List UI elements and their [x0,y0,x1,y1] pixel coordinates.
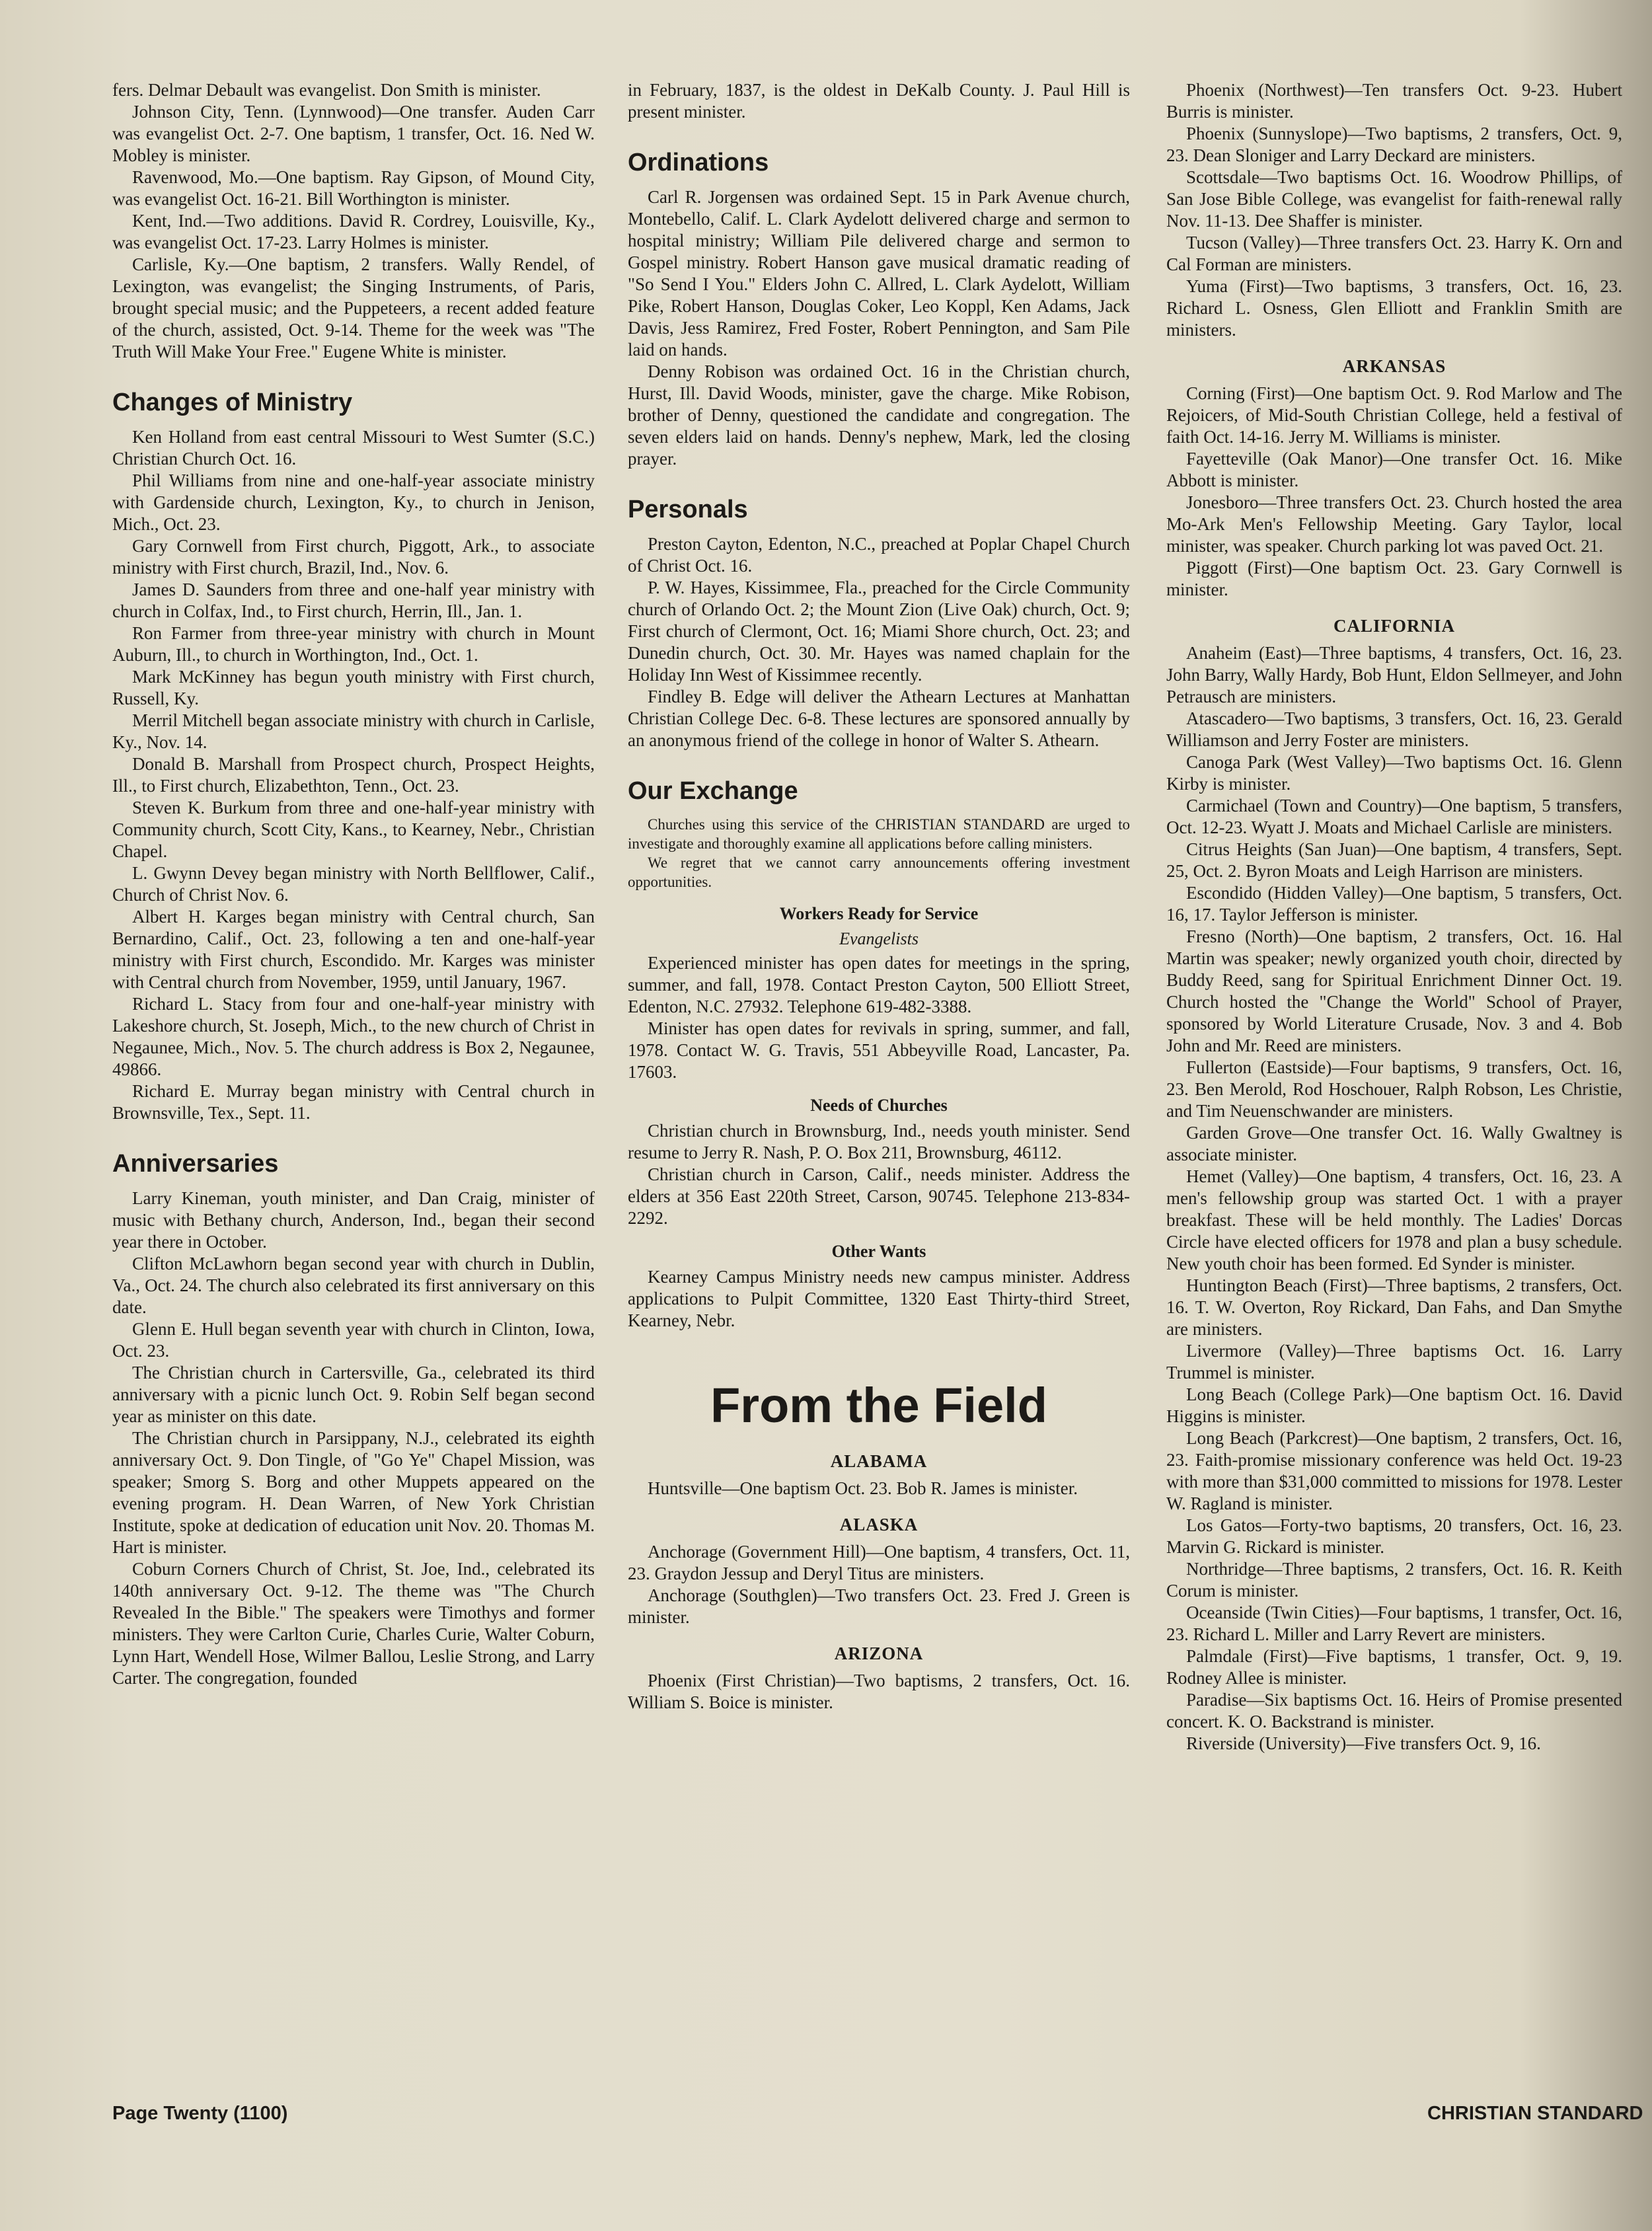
paragraph: Jonesboro—Three transfers Oct. 23. Church hosted the area Mo-Ark Men's Fellowship Meeting. Gary Taylor, local minister, was speaker. Church parking lot was paved Oct. 21. [1166,492,1622,556]
paragraph: Oceanside (Twin Cities)—Four baptisms, 1 transfer, Oct. 16, 23. Richard L. Miller and Larry Revert are ministers. [1166,1603,1622,1644]
paragraph: Mark McKinney has begun youth ministry with First church, Russell, Ky. [112,667,595,708]
paragraph: Glenn E. Hull began seventh year with church in Clinton, Iowa, Oct. 23. [112,1319,595,1361]
state-heading: ALABAMA [830,1451,928,1471]
paragraph: Hemet (Valley)—One baptism, 4 transfers, Oct. 16, 23. A men's fellowship group was started Oct. 1 with a prayer breakfast. These will be held monthly. The Ladies' Dorcas Circle have elected officers for 1978 and plan a busy schedule. New youth choir has been formed. Ed Synder is minister. [1166,1166,1622,1273]
paragraph: Northridge—Three baptisms, 2 transfers, Oct. 16. R. Keith Corum is minister. [1166,1559,1622,1601]
paragraph: Paradise—Six baptisms Oct. 16. Heirs of Promise presented concert. K. O. Backstrand is minister. [1166,1690,1622,1731]
subheading-needs: Needs of Churches [810,1096,948,1115]
left-column [112,79,595,1689]
paragraph: Huntsville—One baptism Oct. 23. Bob R. James is minister. [648,1478,1078,1498]
paragraph: Corning (First)—One baptism Oct. 9. Rod Marlow and The Rejoicers, of Mid-South Christian College, held a festival of faith Oct. 14-16. Jerry M. Williams is minister. [1166,383,1622,447]
paragraph: Ron Farmer from three-year ministry with church in Mount Auburn, Ill., to church in Worthington, Ind., Oct. 1. [112,623,595,665]
paragraph: Palmdale (First)—Five baptisms, 1 transfer, Oct. 9, 19. Rodney Allee is minister. [1166,1646,1622,1688]
paragraph: Donald B. Marshall from Prospect church, Prospect Heights, Ill., to First church, Elizabethton, Tenn., Oct. 23. [112,754,595,796]
paragraph: Fresno (North)—One baptism, 2 transfers, Oct. 16. Hal Martin was speaker; newly organized youth choir, directed by Buddy Reed, sang for Spiritual Enrichment Dinner Oct. 19. Church hosted the "Change the World" School of Prayer, sponsored by World Literature Crusade, Nov. 3 and 4. Bob John and Mr. Reed are ministers. [1166,926,1622,1055]
paragraph: Long Beach (Parkcrest)—One baptism, 2 transfers, Oct. 16, 23. Faith-promise missionary conference was held Oct. 19-23 with more than $31,000 committed to missions for 1978. Lester W. Ragland is minister. [1166,1428,1622,1513]
paragraph: James D. Saunders from three and one-half year ministry with church in Colfax, Ind., to First church, Herrin, Ill., Jan. 1. [112,580,595,621]
section-heading-changes: Changes of Ministry [112,389,353,416]
publication-name: CHRISTIAN STANDARD [1427,2103,1643,2124]
paragraph: Scottsdale—Two baptisms Oct. 16. Woodrow Phillips, of San Jose Bible College, was evangelist for faith-renewal rally Nov. 11-13. Dee Shaffer is minister. [1166,167,1622,231]
paragraph: P. W. Hayes, Kissimmee, Fla., preached for the Circle Community church of Orlando Oct. 2; the Mount Zion (Live Oak) church, Oct. 9; First church of Clermont, Oct. 16; Miami Shore church, Oct. 23; and Dunedin church, Oct. 30. Mr. Hayes was named chaplain for the Holiday Inn West of Kissimmee recently. [628,578,1130,685]
paragraph: Carmichael (Town and Country)—One baptism, 5 transfers, Oct. 12-23. Wyatt J. Moats and Michael Carlisle are ministers. [1166,796,1622,837]
subheading-evangelists: Evangelists [839,929,919,948]
paragraph: Phoenix (Sunnyslope)—Two baptisms, 2 transfers, Oct. 9, 23. Dean Sloniger and Larry Deckard are ministers. [1166,124,1622,165]
paragraph: Preston Cayton, Edenton, N.C., preached at Poplar Chapel Church of Christ Oct. 16. [628,534,1130,576]
paragraph: Coburn Corners Church of Christ, St. Joe, Ind., celebrated its 140th anniversary Oct. 9-12. The theme was "The Church Revealed In the Bible." The speakers were Timothys and former ministers. They were Carlton Curie, Charles Curie, Walter Coburn, Lynn Hart, Wendell Hose, Wilmer Ballou, Leslie Strong, and Larry Carter. The congregation, founded [112,1559,595,1688]
paragraph: Anaheim (East)—Three baptisms, 4 transfers, Oct. 16, 23. John Barry, Wally Hardy, Bob Hunt, Eldon Sellmeyer, and John Petrausch are ministers. [1166,643,1622,706]
paragraph: The Christian church in Parsippany, N.J., celebrated its eighth anniversary Oct. 9. Don Tingle, of "Go Ye" Chapel Mission, was speaker; Smorg S. Borg and other Muppets appeared on the evening program. H. Dean Warren, of New York Christian Institute, spoke at dedication of education unit Nov. 20. Thomas M. Hart is minister. [112,1428,595,1557]
paragraph: Yuma (First)—Two baptisms, 3 transfers, Oct. 16, 23. Richard L. Osness, Glen Elliott and Franklin Smith are ministers. [1166,276,1622,340]
state-heading: ALASKA [839,1515,919,1534]
paragraph: Johnson City, Tenn. (Lynnwood)—One transfer. Auden Carr was evangelist Oct. 2-7. One baptism, 1 transfer, Oct. 16. Ned W. Mobley is minister. [112,102,595,165]
section-heading-exchange: Our Exchange [628,777,798,805]
right-column [1166,79,1622,1755]
paragraph: in February, 1837, is the oldest in DeKalb County. J. Paul Hill is present minister. [628,80,1130,122]
paragraph: Ravenwood, Mo.—One baptism. Ray Gipson, of Mound City, was evangelist Oct. 16-21. Bill Worthington is minister. [112,167,595,209]
paragraph: Ken Holland from east central Missouri to West Sumter (S.C.) Christian Church Oct. 16. [112,427,595,469]
middle-column [628,79,1130,1714]
paragraph: Kent, Ind.—Two additions. David R. Cordrey, Louisville, Ky., was evangelist Oct. 17-23. Larry Holmes is minister. [112,211,595,252]
state-heading: CALIFORNIA [1333,616,1455,636]
from-the-field-heading: From the Field [710,1378,1047,1433]
paragraph: Findley B. Edge will deliver the Athearn Lectures at Manhattan Christian College Dec. 6-8. These lectures are sponsored annually by an anonymous friend of the college in honor of Walter S. Athearn. [628,687,1130,750]
paragraph: fers. Delmar Debault was evangelist. Don Smith is minister. [112,80,541,100]
paragraph: Christian church in Brownsburg, Ind., needs youth minister. Send resume to Jerry R. Nash, P. O. Box 211, Brownsburg, 46112. [628,1121,1130,1162]
paragraph: Clifton McLawhorn began second year with church in Dublin, Va., Oct. 24. The church also celebrated its first anniversary on this date. [112,1254,595,1317]
paragraph: Citrus Heights (San Juan)—One baptism, 4 transfers, Sept. 25, Oct. 2. Byron Moats and Leigh Harrison are ministers. [1166,839,1622,881]
exchange-note: Churches using this service of the CHRISTIAN STANDARD are urged to investigate and thoroughly examine all applications before calling ministers. [628,816,1130,852]
paragraph: Livermore (Valley)—Three baptisms Oct. 16. Larry Trummel is minister. [1166,1341,1622,1382]
paragraph: Kearney Campus Ministry needs new campus minister. Address applications to Pulpit Committee, 1320 East Thirty-third Street, Kearney, Nebr. [628,1267,1130,1330]
paragraph: Fullerton (Eastside)—Four baptisms, 9 transfers, Oct. 16, 23. Ben Merold, Rod Hoschouer, Ralph Robson, Les Christie, and Tim Neuenschwander are ministers. [1166,1057,1622,1121]
paragraph: Garden Grove—One transfer Oct. 16. Wally Gwaltney is associate minister. [1166,1123,1622,1164]
paragraph: Minister has open dates for revivals in spring, summer, and fall, 1978. Contact W. G. Travis, 551 Abbeyville Road, Lancaster, Pa. 17603. [628,1018,1130,1082]
paragraph: Carlisle, Ky.—One baptism, 2 transfers. Wally Rendel, of Lexington, was evangelist; the Singing Instruments, of Paris, brought special music; and the Puppeteers, a recent added feature of the church, assisted, Oct. 9-14. Theme for the week was "The Truth Will Make Your Free." Eugene White is minister. [112,254,595,361]
paragraph: Carl R. Jorgensen was ordained Sept. 15 in Park Avenue church, Montebello, Calif. L. Clark Aydelott delivered charge and sermon to hospital ministry; William Pile delivered charge and sermon to Gospel ministry. Robert Hanson gave musical dramatic reading of "So Send I You." Elders John C. Allred, L. Clark Aydelott, William Pike, Robert Hanson, Douglas Coker, Leo Koppl, Ken Adams, Jack Davis, Jess Ramirez, Fred Foster, Robert Pennington, and Sam Pile laid on hands. [628,187,1130,359]
paragraph: Piggott (First)—One baptism Oct. 23. Gary Cornwell is minister. [1166,558,1622,599]
subheading-workers: Workers Ready for Service [779,904,979,923]
paragraph: Anchorage (Government Hill)—One baptism, 4 transfers, Oct. 11, 23. Graydon Jessup and Deryl Titus are ministers. [628,1542,1130,1583]
paragraph: Anchorage (Southglen)—Two transfers Oct. 23. Fred J. Green is minister. [628,1585,1130,1627]
paragraph: Los Gatos—Forty-two baptisms, 20 transfers, Oct. 16, 23. Marvin G. Rickard is minister. [1166,1515,1622,1557]
paragraph: Denny Robison was ordained Oct. 16 in the Christian church, Hurst, Ill. David Woods, minister, gave the charge. Mike Robison, brother of Denny, questioned the candidate and congregation. The seven elders laid on hands. Denny's nephew, Mark, led the closing prayer. [628,361,1130,469]
paragraph: Richard E. Murray began ministry with Central church in Brownsville, Tex., Sept. 11. [112,1081,595,1123]
paragraph: Phoenix (First Christian)—Two baptisms, 2 transfers, Oct. 16. William S. Boice is minister. [628,1671,1130,1712]
section-heading-anniversaries: Anniversaries [112,1150,279,1178]
paragraph: Fayetteville (Oak Manor)—One transfer Oct. 16. Mike Abbott is minister. [1166,449,1622,490]
paragraph: Larry Kineman, youth minister, and Dan Craig, minister of music with Bethany church, Anderson, Ind., began their second year there in October. [112,1188,595,1252]
paragraph: Huntington Beach (First)—Three baptisms, 2 transfers, Oct. 16. T. W. Overton, Roy Rickard, Dan Fahs, and Dan Smythe are ministers. [1166,1275,1622,1339]
exchange-note: We regret that we cannot carry announcements offering investment opportunities. [628,854,1130,890]
paragraph: Albert H. Karges began ministry with Central church, San Bernardino, Calif., Oct. 23, following a ten and one-half-year ministry with First church, Escondido. Mr. Karges was minister with Central church from November, 1959, until January, 1967. [112,907,595,992]
paragraph: Atascadero—Two baptisms, 3 transfers, Oct. 16, 23. Gerald Williamson and Jerry Foster are ministers. [1166,708,1622,750]
paragraph: Phoenix (Northwest)—Ten transfers Oct. 9-23. Hubert Burris is minister. [1166,80,1622,122]
paragraph: Canoga Park (West Valley)—Two baptisms Oct. 16. Glenn Kirby is minister. [1166,752,1622,794]
state-heading: ARKANSAS [1342,356,1446,376]
section-heading-personals: Personals [628,496,748,523]
paragraph: Riverside (University)—Five transfers Oct. 9, 16. [1186,1733,1541,1753]
subheading-other-wants: Other Wants [831,1242,926,1261]
paragraph: Experienced minister has open dates for meetings in the spring, summer, and fall, 1978. Contact Preston Cayton, 500 Elliott Street, Edenton, N.C. 27932. Telephone 619-482-3388. [628,953,1130,1016]
paragraph: L. Gwynn Devey began ministry with North Bellflower, Calif., Church of Christ Nov. 6. [112,863,595,905]
paragraph: Steven K. Burkum from three and one-half-year ministry with Community church, Scott City, Kans., to Kearney, Nebr., Christian Chapel. [112,798,595,861]
paragraph: Christian church in Carson, Calif., needs minister. Address the elders at 356 East 220th Street, Carson, 90745. Telephone 213-834-2292. [628,1164,1130,1228]
paragraph: Richard L. Stacy from four and one-half-year ministry with Lakeshore church, St. Joseph, Mich., to the new church of Christ in Negaunee, Mich., Nov. 5. The church address is Box 2, Negaunee, 49866. [112,994,595,1079]
paragraph: Tucson (Valley)—Three transfers Oct. 23. Harry K. Orn and Cal Forman are ministers. [1166,233,1622,274]
paragraph: Long Beach (College Park)—One baptism Oct. 16. David Higgins is minister. [1166,1384,1622,1426]
paragraph: The Christian church in Cartersville, Ga., celebrated its third anniversary with a picnic lunch Oct. 9. Robin Self began second year as minister on this date. [112,1363,595,1426]
section-heading-ordinations: Ordinations [628,149,769,176]
page-number: Page Twenty (1100) [112,2103,288,2124]
paragraph: Merril Mitchell began associate ministry with church in Carlisle, Ky., Nov. 14. [112,710,595,752]
paragraph: Gary Cornwell from First church, Piggott, Ark., to associate ministry with First church, Brazil, Ind., Nov. 6. [112,536,595,578]
paragraph: Escondido (Hidden Valley)—One baptism, 5 transfers, Oct. 16, 17. Taylor Jefferson is minister. [1166,883,1622,925]
state-heading: ARIZONA [834,1644,924,1663]
paragraph: Phil Williams from nine and one-half-year associate ministry with Gardenside church, Lexington, Ky., to church in Jenison, Mich., Oct. 23. [112,471,595,534]
